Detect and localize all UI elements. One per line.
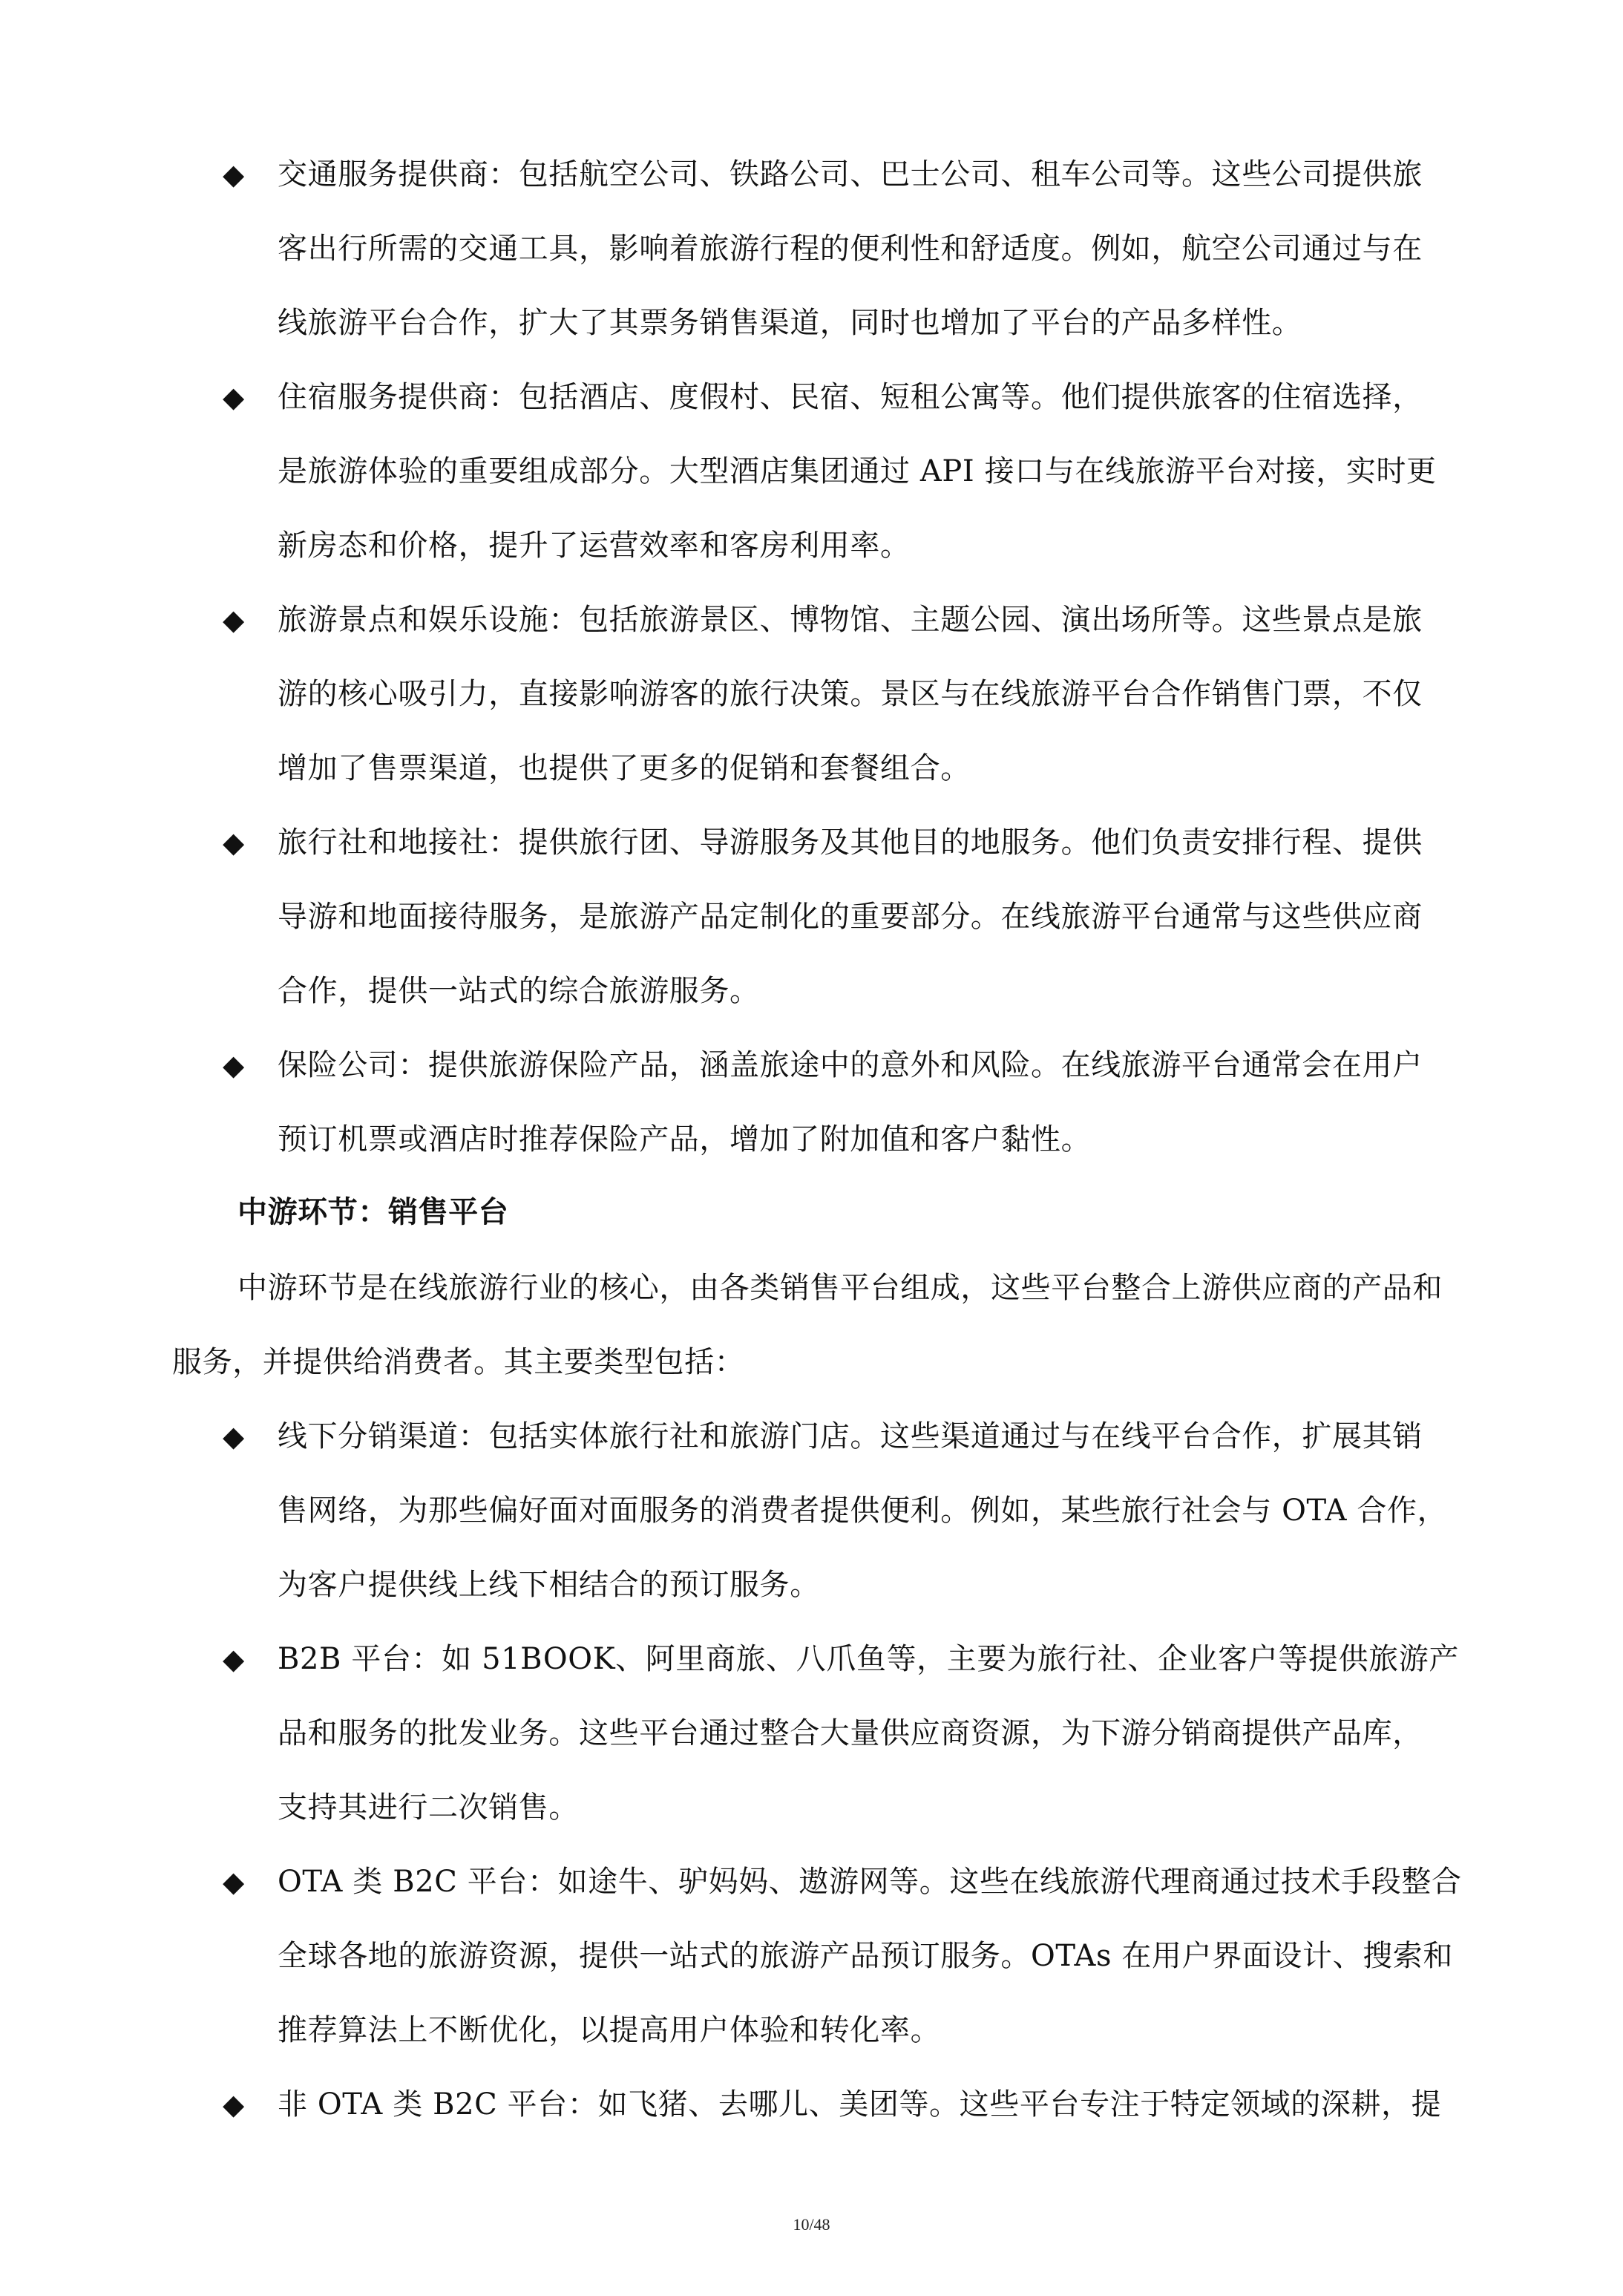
bullet-text-continued: 支持其进行二次销售。 [278,1790,579,1825]
bullet-text-continued: 导游和地面接待服务，是旅游产品定制化的重要部分。在线旅游平台通常与这些供应商 [278,900,1423,934]
bullet-text-continued: 增加了售票渠道，也提供了更多的促销和套餐组合。 [278,751,971,785]
bullet-text-continued: 新房态和价格，提升了运营效率和客房利用率。 [278,529,911,563]
bullet-text: 旅行社和地接社：提供旅行团、导游服务及其他目的地服务。他们负责安排行程、提供 [278,825,1423,860]
bullet-item-b2b-platform [223,1641,1459,1678]
paragraph-intro-continued: 服务，并提供给消费者。其主要类型包括： [172,1345,745,1379]
bullet-item-insurance [223,1047,1423,1084]
bullet-item-ota-b2c [223,1863,1462,1900]
bullet-text-continued: 品和服务的批发业务。这些平台通过整合大量供应商资源，为下游分销商提供产品库， [278,1716,1423,1750]
diamond-bullet-icon: ◆ [223,1865,245,1898]
bullet-text: 住宿服务提供商：包括酒店、度假村、民宿、短租公寓等。他们提供旅客的住宿选择， [278,380,1423,414]
bullet-text-continued: 合作，提供一站式的综合旅游服务。 [278,974,760,1008]
bullet-text: 线下分销渠道：包括实体旅行社和旅游门店。这些渠道通过与在线平台合作，扩展其销 [278,1419,1423,1453]
bullet-text-continued: 推荐算法上不断优化，以提高用户体验和转化率。 [278,2013,941,2047]
bullet-text-continued: 是旅游体验的重要组成部分。大型酒店集团通过 API 接口与在线旅游平台对接，实时更 [278,454,1437,488]
bullet-text-continued: 预订机票或酒店时推荐保险产品，增加了附加值和客户黏性。 [278,1122,1092,1157]
bullet-text-continued: 全球各地的旅游资源，提供一站式的旅游产品预订服务。OTAs 在用户界面设计、搜索和 [278,1939,1454,1973]
diamond-bullet-icon: ◆ [223,1049,245,1082]
diamond-bullet-icon: ◆ [223,826,245,859]
bullet-text: 保险公司：提供旅游保险产品，涵盖旅途中的意外和风险。在线旅游平台通常会在用户 [278,1048,1423,1082]
diamond-bullet-icon: ◆ [223,381,245,413]
bullet-text: 交通服务提供商：包括航空公司、铁路公司、巴士公司、租车公司等。这些公司提供旅 [278,157,1423,192]
diamond-bullet-icon: ◆ [223,1643,245,1675]
bullet-text-continued: 游的核心吸引力，直接影响游客的旅行决策。景区与在线旅游平台合作销售门票，不仅 [278,677,1423,711]
bullet-item-non-ota-b2c [223,2086,1442,2123]
bullet-item-offline-distribution [223,1418,1423,1455]
page-number: 10/48 [793,2215,830,2234]
bullet-item-accommodation [223,379,1423,416]
bullet-text-continued: 客出行所需的交通工具，影响着旅游行程的便利性和舒适度。例如，航空公司通过与在 [278,232,1423,266]
diamond-bullet-icon: ◆ [223,158,245,191]
bullet-text-continued: 售网络，为那些偏好面对面服务的消费者提供便利。例如，某些旅行社会与 OTA 合作， [278,1494,1448,1528]
bullet-item-travel-agencies [223,824,1423,861]
diamond-bullet-icon: ◆ [223,604,245,636]
paragraph-intro: 中游环节是在线旅游行业的核心，由各类销售平台组成，这些平台整合上游供应商的产品和 [237,1271,1443,1305]
bullet-text: 非 OTA 类 B2C 平台：如飞猪、去哪儿、美团等。这些平台专注于特定领域的深耕，提 [278,2087,1442,2122]
bullet-text: 旅游景点和娱乐设施：包括旅游景区、博物馆、主题公园、演出场所等。这些景点是旅 [278,603,1423,637]
bullet-item-transport [223,156,1423,193]
bullet-item-attractions [223,601,1423,638]
bullet-text: OTA 类 B2C 平台：如途牛、驴妈妈、遨游网等。这些在线旅游代理商通过技术手段整合 [278,1865,1462,1899]
diamond-bullet-icon: ◆ [223,1420,245,1453]
diamond-bullet-icon: ◆ [223,2088,245,2121]
bullet-text: B2B 平台：如 51BOOK、阿里商旅、八爪鱼等，主要为旅行社、企业客户等提供旅游产 [278,1642,1459,1676]
section-heading-midstream: 中游环节：销售平台 [237,1195,509,1229]
bullet-text-continued: 为客户提供线上线下相结合的预订服务。 [278,1568,820,1602]
bullet-text-continued: 线旅游平台合作，扩大了其票务销售渠道，同时也增加了平台的产品多样性。 [278,306,1302,340]
